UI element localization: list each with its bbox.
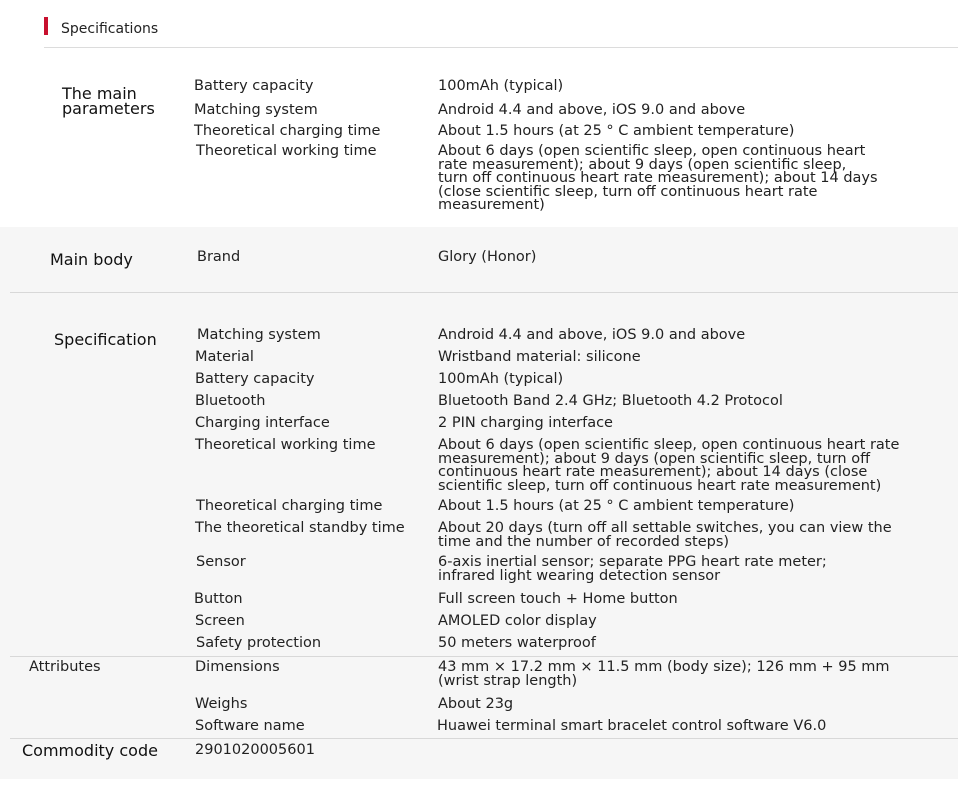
spec-key: Sensor xyxy=(196,554,246,570)
spec-key: Battery capacity xyxy=(194,78,314,94)
divider xyxy=(10,292,958,293)
spec-value: AMOLED color display xyxy=(438,613,597,629)
spec-value: 2 PIN charging interface xyxy=(438,415,613,431)
spec-key: Dimensions xyxy=(195,659,280,675)
spec-key: Weighs xyxy=(195,696,248,712)
spec-key: Matching system xyxy=(197,327,321,343)
spec-value: About 1.5 hours (at 25 ° C ambient temperature) xyxy=(438,123,795,139)
spec-value: Android 4.4 and above, iOS 9.0 and above xyxy=(438,102,746,118)
group-label-main-parameters: The main parameters xyxy=(62,84,155,118)
spec-value: Android 4.4 and above, iOS 9.0 and above xyxy=(438,327,746,343)
spec-key: Theoretical charging time xyxy=(196,498,383,514)
spec-value: 6-axis inertial sensor; separate PPG heart rate meter; infrared light wearing detection sensor xyxy=(438,554,827,584)
spec-value: Full screen touch + Home button xyxy=(438,591,678,607)
spec-value: Bluetooth Band 2.4 GHz; Bluetooth 4.2 Protocol xyxy=(438,393,783,409)
spec-key: Theoretical working time xyxy=(196,143,377,159)
spec-key: Screen xyxy=(195,613,245,629)
spec-key: Theoretical charging time xyxy=(194,123,381,139)
spec-key: Material xyxy=(195,349,254,365)
commodity-code-value: 2901020005601 xyxy=(195,742,315,758)
divider xyxy=(10,656,958,657)
group-label-main-body: Main body xyxy=(50,250,133,269)
spec-value: About 1.5 hours (at 25 ° C ambient temperature) xyxy=(438,498,795,514)
divider xyxy=(44,47,958,48)
spec-value: 100mAh (typical) xyxy=(438,371,564,387)
section-title: Specifications xyxy=(61,21,159,37)
spec-key: Button xyxy=(194,591,243,607)
spec-key: The theoretical standby time xyxy=(195,520,405,536)
spec-value: 100mAh (typical) xyxy=(438,78,564,94)
spec-value: Wristband material: silicone xyxy=(438,349,641,365)
spec-value: Glory (Honor) xyxy=(438,249,537,265)
spec-value: 43 mm × 17.2 mm × 11.5 mm (body size); 126 mm + 95 mm (wrist strap length) xyxy=(438,659,890,689)
spec-key: Matching system xyxy=(194,102,318,118)
spec-value: About 6 days (open scientific sleep, open continuous heart rate measurement); about 9 days (open scientific sleep, turn off continuous heart rate measurement); about 14 days (close scientific sleep, turn off continuous heart rate measurement) xyxy=(438,437,900,494)
spec-key: Charging interface xyxy=(195,415,330,431)
spec-value: About 6 days (open scientific sleep, open continuous heart rate measurement); about 9 days (open scientific sleep, turn off continuous heart rate measurement); about 14 days (close scientific sleep, turn off continuous heart rate measurement) xyxy=(438,143,878,214)
group-label-specification: Specification xyxy=(54,330,157,349)
section-header xyxy=(0,0,958,48)
accent-bar xyxy=(44,17,48,35)
spec-key: Bluetooth xyxy=(195,393,266,409)
spec-key: Battery capacity xyxy=(195,371,315,387)
spec-value: About 20 days (turn off all settable switches, you can view the time and the number of recorded steps) xyxy=(438,520,892,550)
spec-value: Huawei terminal smart bracelet control software V6.0 xyxy=(437,718,827,734)
spec-key: Safety protection xyxy=(196,635,322,651)
group-label-commodity-code: Commodity code xyxy=(22,741,158,760)
divider xyxy=(10,738,958,739)
spec-value: 50 meters waterproof xyxy=(438,635,596,651)
spec-key: Theoretical working time xyxy=(195,437,376,453)
spec-key: Brand xyxy=(197,249,241,265)
group-label-attributes: Attributes xyxy=(29,659,101,675)
spec-value: About 23g xyxy=(438,696,514,712)
spec-key: Software name xyxy=(195,718,305,734)
